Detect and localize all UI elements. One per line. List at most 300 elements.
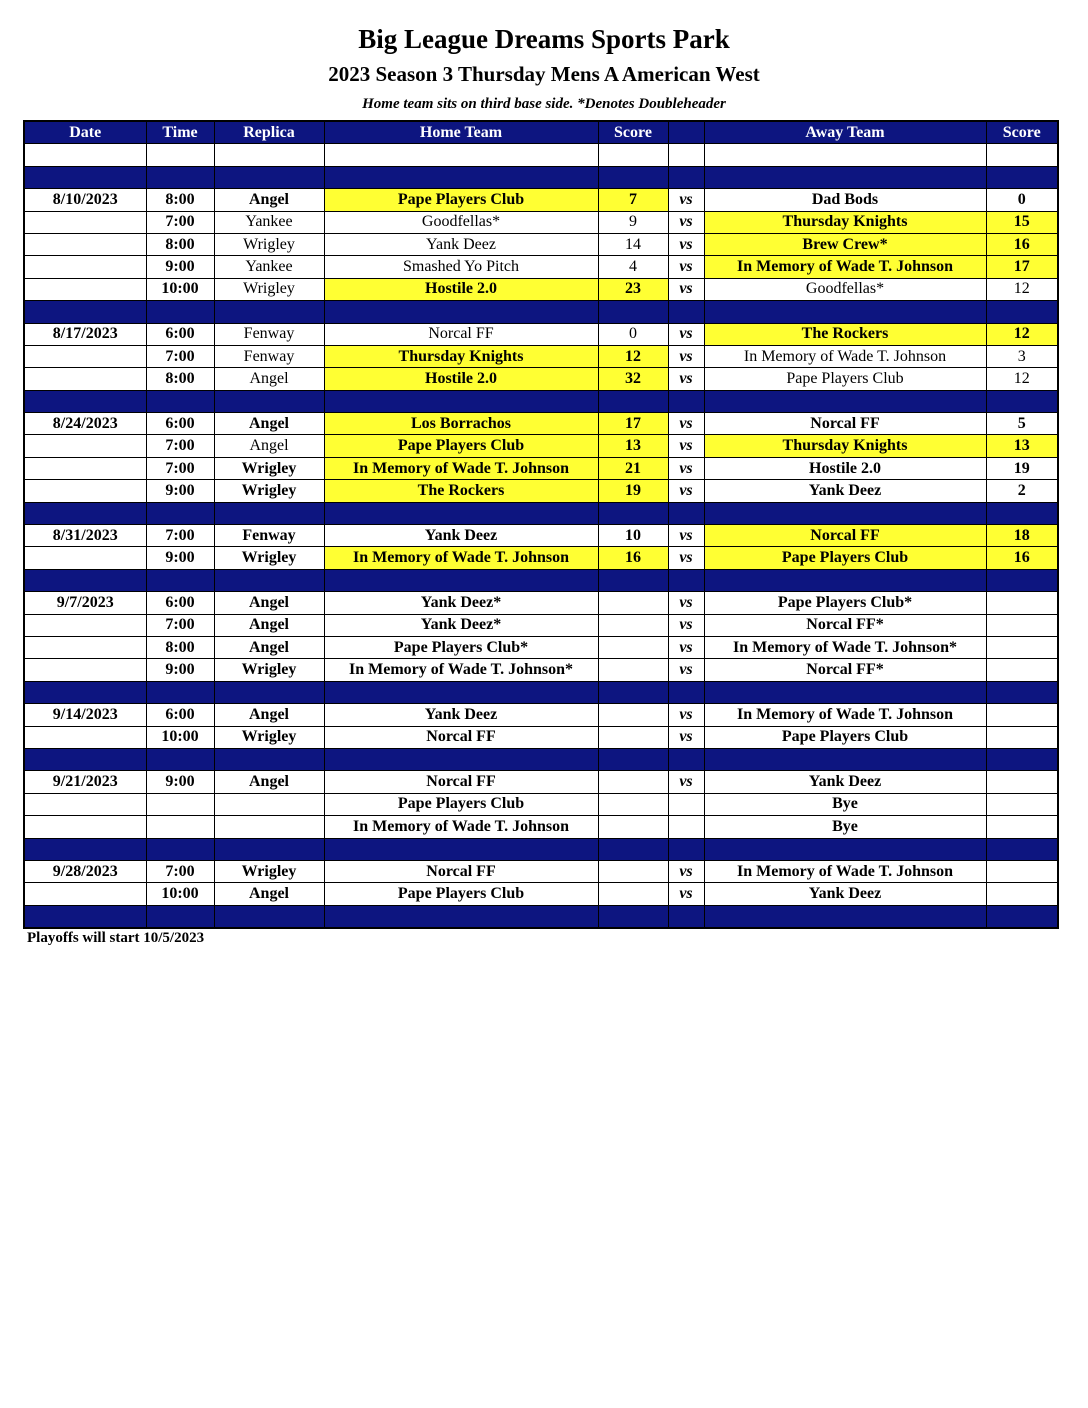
away-team-cell: Brew Crew* bbox=[704, 233, 986, 255]
date-cell bbox=[24, 480, 146, 502]
empty-cell bbox=[24, 905, 146, 928]
col-header-away-team: Away Team bbox=[704, 121, 986, 144]
vs-cell: vs bbox=[668, 883, 704, 905]
date-cell bbox=[24, 233, 146, 255]
empty-cell bbox=[146, 144, 214, 166]
empty-cell bbox=[668, 748, 704, 770]
away-score-cell: 16 bbox=[986, 233, 1058, 255]
replica-cell: Wrigley bbox=[214, 659, 324, 681]
time-cell: 7:00 bbox=[146, 435, 214, 457]
empty-cell bbox=[986, 569, 1058, 591]
empty-cell bbox=[598, 681, 668, 703]
game-row bbox=[24, 614, 1058, 636]
home-team-cell: Yank Deez bbox=[324, 233, 598, 255]
replica-cell: Angel bbox=[214, 189, 324, 211]
away-team-cell: Pape Players Club bbox=[704, 726, 986, 748]
empty-cell bbox=[598, 166, 668, 188]
col-header-replica: Replica bbox=[214, 121, 324, 144]
time-cell: 7:00 bbox=[146, 211, 214, 233]
replica-cell: Angel bbox=[214, 413, 324, 435]
replica-cell: Angel bbox=[214, 614, 324, 636]
empty-cell bbox=[24, 681, 146, 703]
home-score-cell: 0 bbox=[598, 323, 668, 345]
vs-cell: vs bbox=[668, 860, 704, 882]
game-row bbox=[24, 189, 1058, 211]
week-separator-row bbox=[24, 905, 1058, 928]
home-score-cell: 9 bbox=[598, 211, 668, 233]
away-team-cell: Dad Bods bbox=[704, 189, 986, 211]
away-score-cell: 13 bbox=[986, 435, 1058, 457]
away-team-cell: Pape Players Club bbox=[704, 368, 986, 390]
away-team-cell: Norcal FF* bbox=[704, 659, 986, 681]
vs-cell: vs bbox=[668, 704, 704, 726]
date-cell bbox=[24, 547, 146, 569]
home-score-cell bbox=[598, 771, 668, 793]
away-team-cell: The Rockers bbox=[704, 323, 986, 345]
header-row bbox=[24, 121, 1058, 144]
empty-cell bbox=[324, 569, 598, 591]
empty-cell bbox=[24, 144, 146, 166]
col-header-date: Date bbox=[24, 121, 146, 144]
empty-cell bbox=[214, 569, 324, 591]
empty-cell bbox=[704, 838, 986, 860]
game-row bbox=[24, 233, 1058, 255]
away-team-cell: Yank Deez bbox=[704, 883, 986, 905]
home-score-cell bbox=[598, 704, 668, 726]
time-cell: 6:00 bbox=[146, 413, 214, 435]
empty-cell bbox=[704, 905, 986, 928]
empty-cell bbox=[668, 905, 704, 928]
time-cell: 9:00 bbox=[146, 256, 214, 278]
home-team-cell: In Memory of Wade T. Johnson bbox=[324, 547, 598, 569]
home-score-cell: 13 bbox=[598, 435, 668, 457]
home-team-cell: Thursday Knights bbox=[324, 345, 598, 367]
replica-cell: Wrigley bbox=[214, 480, 324, 502]
time-cell: 10:00 bbox=[146, 883, 214, 905]
empty-cell bbox=[598, 748, 668, 770]
away-score-cell: 19 bbox=[986, 457, 1058, 479]
away-score-cell: 15 bbox=[986, 211, 1058, 233]
date-cell bbox=[24, 883, 146, 905]
replica-cell: Wrigley bbox=[214, 547, 324, 569]
time-cell: 7:00 bbox=[146, 525, 214, 547]
away-score-cell bbox=[986, 771, 1058, 793]
home-team-cell: Norcal FF bbox=[324, 726, 598, 748]
home-team-cell: Pape Players Club* bbox=[324, 636, 598, 658]
time-cell: 6:00 bbox=[146, 323, 214, 345]
away-team-cell: In Memory of Wade T. Johnson bbox=[704, 345, 986, 367]
vs-cell: vs bbox=[668, 211, 704, 233]
empty-cell bbox=[146, 838, 214, 860]
away-score-cell bbox=[986, 816, 1058, 838]
time-cell: 8:00 bbox=[146, 189, 214, 211]
home-team-cell: Yank Deez* bbox=[324, 614, 598, 636]
empty-cell bbox=[24, 166, 146, 188]
vs-cell: vs bbox=[668, 636, 704, 658]
away-team-cell: In Memory of Wade T. Johnson bbox=[704, 256, 986, 278]
home-score-cell: 16 bbox=[598, 547, 668, 569]
home-team-cell: Norcal FF bbox=[324, 323, 598, 345]
date-cell: 9/28/2023 bbox=[24, 860, 146, 882]
away-team-cell: In Memory of Wade T. Johnson bbox=[704, 704, 986, 726]
empty-cell bbox=[324, 390, 598, 412]
replica-cell: Angel bbox=[214, 883, 324, 905]
vs-cell: vs bbox=[668, 189, 704, 211]
home-score-cell bbox=[598, 659, 668, 681]
home-score-cell bbox=[598, 793, 668, 815]
vs-cell: vs bbox=[668, 256, 704, 278]
home-score-cell bbox=[598, 636, 668, 658]
game-row bbox=[24, 883, 1058, 905]
empty-cell bbox=[324, 838, 598, 860]
col-header-vs bbox=[668, 121, 704, 144]
home-team-cell: Los Borrachos bbox=[324, 413, 598, 435]
game-row bbox=[24, 793, 1058, 815]
empty-cell bbox=[24, 569, 146, 591]
time-cell: 10:00 bbox=[146, 278, 214, 300]
col-header-time: Time bbox=[146, 121, 214, 144]
empty-cell bbox=[324, 144, 598, 166]
home-team-cell: Goodfellas* bbox=[324, 211, 598, 233]
empty-cell bbox=[986, 905, 1058, 928]
time-cell: 7:00 bbox=[146, 614, 214, 636]
time-cell: 6:00 bbox=[146, 592, 214, 614]
vs-cell: vs bbox=[668, 323, 704, 345]
week-separator-row bbox=[24, 502, 1058, 524]
away-score-cell bbox=[986, 883, 1058, 905]
time-cell bbox=[146, 816, 214, 838]
replica-cell: Wrigley bbox=[214, 457, 324, 479]
time-cell: 7:00 bbox=[146, 860, 214, 882]
empty-cell bbox=[598, 838, 668, 860]
away-score-cell bbox=[986, 860, 1058, 882]
date-cell bbox=[24, 614, 146, 636]
empty-cell bbox=[324, 502, 598, 524]
empty-cell bbox=[214, 502, 324, 524]
empty-cell bbox=[24, 838, 146, 860]
col-header-away-score: Score bbox=[986, 121, 1058, 144]
game-row bbox=[24, 636, 1058, 658]
empty-cell bbox=[146, 502, 214, 524]
empty-cell bbox=[986, 681, 1058, 703]
empty-cell bbox=[24, 748, 146, 770]
vs-cell: vs bbox=[668, 435, 704, 457]
week-separator-row bbox=[24, 301, 1058, 323]
home-score-cell: 17 bbox=[598, 413, 668, 435]
vs-cell bbox=[668, 816, 704, 838]
empty-cell bbox=[146, 681, 214, 703]
replica-cell: Angel bbox=[214, 704, 324, 726]
col-header-home-team: Home Team bbox=[324, 121, 598, 144]
game-row bbox=[24, 704, 1058, 726]
empty-cell bbox=[668, 838, 704, 860]
week-separator-row bbox=[24, 166, 1058, 188]
replica-cell: Fenway bbox=[214, 525, 324, 547]
home-score-cell: 7 bbox=[598, 189, 668, 211]
vs-cell: vs bbox=[668, 771, 704, 793]
date-cell: 9/7/2023 bbox=[24, 592, 146, 614]
replica-cell: Wrigley bbox=[214, 278, 324, 300]
col-header-home-score: Score bbox=[598, 121, 668, 144]
page-subtitle: 2023 Season 3 Thursday Mens A American West bbox=[328, 62, 760, 86]
date-cell: 8/17/2023 bbox=[24, 323, 146, 345]
away-score-cell: 18 bbox=[986, 525, 1058, 547]
away-score-cell bbox=[986, 793, 1058, 815]
empty-cell bbox=[986, 502, 1058, 524]
schedule-table bbox=[23, 120, 1059, 929]
empty-cell bbox=[324, 301, 598, 323]
vs-cell: vs bbox=[668, 457, 704, 479]
empty-cell bbox=[704, 390, 986, 412]
replica-cell: Angel bbox=[214, 368, 324, 390]
home-score-cell bbox=[598, 614, 668, 636]
empty-cell bbox=[704, 502, 986, 524]
vs-cell bbox=[668, 793, 704, 815]
home-team-cell: Pape Players Club bbox=[324, 883, 598, 905]
date-cell: 8/24/2023 bbox=[24, 413, 146, 435]
away-team-cell: In Memory of Wade T. Johnson bbox=[704, 860, 986, 882]
away-team-cell: Thursday Knights bbox=[704, 211, 986, 233]
date-cell bbox=[24, 726, 146, 748]
replica-cell: Angel bbox=[214, 435, 324, 457]
home-score-cell bbox=[598, 860, 668, 882]
away-team-cell: Yank Deez bbox=[704, 480, 986, 502]
game-row bbox=[24, 480, 1058, 502]
away-team-cell: Norcal FF bbox=[704, 525, 986, 547]
time-cell: 9:00 bbox=[146, 771, 214, 793]
playoffs-note: Playoffs will start 10/5/2023 bbox=[27, 930, 205, 946]
date-cell: 8/10/2023 bbox=[24, 189, 146, 211]
empty-cell bbox=[24, 301, 146, 323]
schedule-note: Home team sits on third base side. *Denotes Doubleheader bbox=[362, 96, 726, 112]
empty-cell bbox=[146, 905, 214, 928]
time-cell bbox=[146, 793, 214, 815]
vs-cell: vs bbox=[668, 659, 704, 681]
empty-cell bbox=[668, 144, 704, 166]
home-team-cell: The Rockers bbox=[324, 480, 598, 502]
game-row bbox=[24, 211, 1058, 233]
home-team-cell: Smashed Yo Pitch bbox=[324, 256, 598, 278]
time-cell: 7:00 bbox=[146, 345, 214, 367]
away-score-cell: 12 bbox=[986, 278, 1058, 300]
empty-cell bbox=[24, 390, 146, 412]
empty-cell bbox=[324, 166, 598, 188]
home-score-cell bbox=[598, 592, 668, 614]
time-cell: 6:00 bbox=[146, 704, 214, 726]
vs-cell: vs bbox=[668, 278, 704, 300]
date-cell bbox=[24, 345, 146, 367]
replica-cell: Yankee bbox=[214, 256, 324, 278]
vs-cell: vs bbox=[668, 726, 704, 748]
replica-cell: Wrigley bbox=[214, 726, 324, 748]
game-row bbox=[24, 592, 1058, 614]
empty-cell bbox=[24, 502, 146, 524]
home-team-cell: In Memory of Wade T. Johnson* bbox=[324, 659, 598, 681]
vs-cell: vs bbox=[668, 614, 704, 636]
empty-cell bbox=[146, 748, 214, 770]
date-cell bbox=[24, 636, 146, 658]
replica-cell bbox=[214, 793, 324, 815]
empty-cell bbox=[668, 390, 704, 412]
home-score-cell: 12 bbox=[598, 345, 668, 367]
home-score-cell bbox=[598, 726, 668, 748]
away-score-cell: 5 bbox=[986, 413, 1058, 435]
replica-cell: Fenway bbox=[214, 323, 324, 345]
blank-row bbox=[24, 144, 1058, 166]
empty-cell bbox=[668, 569, 704, 591]
home-team-cell: Pape Players Club bbox=[324, 435, 598, 457]
game-row bbox=[24, 547, 1058, 569]
empty-cell bbox=[986, 838, 1058, 860]
home-team-cell: Yank Deez bbox=[324, 525, 598, 547]
home-team-cell: Hostile 2.0 bbox=[324, 278, 598, 300]
vs-cell: vs bbox=[668, 547, 704, 569]
empty-cell bbox=[598, 502, 668, 524]
replica-cell: Wrigley bbox=[214, 860, 324, 882]
home-score-cell: 10 bbox=[598, 525, 668, 547]
date-cell bbox=[24, 211, 146, 233]
away-score-cell: 17 bbox=[986, 256, 1058, 278]
empty-cell bbox=[704, 569, 986, 591]
empty-cell bbox=[986, 390, 1058, 412]
replica-cell: Angel bbox=[214, 771, 324, 793]
empty-cell bbox=[146, 390, 214, 412]
away-score-cell: 12 bbox=[986, 368, 1058, 390]
empty-cell bbox=[214, 166, 324, 188]
home-score-cell bbox=[598, 816, 668, 838]
game-row bbox=[24, 278, 1058, 300]
empty-cell bbox=[986, 748, 1058, 770]
empty-cell bbox=[986, 166, 1058, 188]
empty-cell bbox=[598, 144, 668, 166]
time-cell: 7:00 bbox=[146, 457, 214, 479]
away-score-cell bbox=[986, 614, 1058, 636]
date-cell bbox=[24, 816, 146, 838]
time-cell: 8:00 bbox=[146, 636, 214, 658]
home-team-cell: Pape Players Club bbox=[324, 793, 598, 815]
game-row bbox=[24, 659, 1058, 681]
game-row bbox=[24, 816, 1058, 838]
empty-cell bbox=[704, 144, 986, 166]
game-row bbox=[24, 345, 1058, 367]
home-team-cell: In Memory of Wade T. Johnson bbox=[324, 816, 598, 838]
empty-cell bbox=[704, 681, 986, 703]
away-team-cell: Yank Deez bbox=[704, 771, 986, 793]
empty-cell bbox=[668, 681, 704, 703]
home-score-cell: 19 bbox=[598, 480, 668, 502]
date-cell: 8/31/2023 bbox=[24, 525, 146, 547]
date-cell bbox=[24, 793, 146, 815]
away-team-cell: Pape Players Club* bbox=[704, 592, 986, 614]
home-score-cell: 32 bbox=[598, 368, 668, 390]
home-score-cell: 21 bbox=[598, 457, 668, 479]
away-score-cell bbox=[986, 726, 1058, 748]
away-team-cell: Bye bbox=[704, 816, 986, 838]
home-team-cell: Norcal FF bbox=[324, 771, 598, 793]
empty-cell bbox=[214, 681, 324, 703]
game-row bbox=[24, 457, 1058, 479]
home-score-cell: 23 bbox=[598, 278, 668, 300]
date-cell: 9/14/2023 bbox=[24, 704, 146, 726]
home-score-cell: 4 bbox=[598, 256, 668, 278]
away-score-cell: 0 bbox=[986, 189, 1058, 211]
game-row bbox=[24, 435, 1058, 457]
empty-cell bbox=[598, 905, 668, 928]
empty-cell bbox=[146, 166, 214, 188]
away-team-cell: Norcal FF bbox=[704, 413, 986, 435]
date-cell bbox=[24, 278, 146, 300]
empty-cell bbox=[598, 301, 668, 323]
empty-cell bbox=[986, 301, 1058, 323]
away-score-cell bbox=[986, 704, 1058, 726]
vs-cell: vs bbox=[668, 368, 704, 390]
date-cell bbox=[24, 435, 146, 457]
date-cell bbox=[24, 659, 146, 681]
empty-cell bbox=[704, 166, 986, 188]
empty-cell bbox=[324, 681, 598, 703]
home-team-cell: Norcal FF bbox=[324, 860, 598, 882]
replica-cell: Fenway bbox=[214, 345, 324, 367]
date-cell bbox=[24, 368, 146, 390]
away-score-cell: 3 bbox=[986, 345, 1058, 367]
game-row bbox=[24, 368, 1058, 390]
game-row bbox=[24, 525, 1058, 547]
empty-cell bbox=[324, 905, 598, 928]
vs-cell: vs bbox=[668, 233, 704, 255]
home-team-cell: Pape Players Club bbox=[324, 189, 598, 211]
away-team-cell: Pape Players Club bbox=[704, 547, 986, 569]
home-score-cell: 14 bbox=[598, 233, 668, 255]
empty-cell bbox=[146, 301, 214, 323]
game-row bbox=[24, 726, 1058, 748]
week-separator-row bbox=[24, 681, 1058, 703]
empty-cell bbox=[324, 748, 598, 770]
replica-cell: Angel bbox=[214, 592, 324, 614]
empty-cell bbox=[668, 166, 704, 188]
game-row bbox=[24, 771, 1058, 793]
date-cell bbox=[24, 256, 146, 278]
vs-cell: vs bbox=[668, 480, 704, 502]
replica-cell bbox=[214, 816, 324, 838]
home-score-cell bbox=[598, 883, 668, 905]
date-cell: 9/21/2023 bbox=[24, 771, 146, 793]
vs-cell: vs bbox=[668, 345, 704, 367]
schedule-body bbox=[24, 144, 1058, 928]
empty-cell bbox=[704, 301, 986, 323]
game-row bbox=[24, 860, 1058, 882]
empty-cell bbox=[704, 748, 986, 770]
away-score-cell: 16 bbox=[986, 547, 1058, 569]
empty-cell bbox=[986, 144, 1058, 166]
home-team-cell: Hostile 2.0 bbox=[324, 368, 598, 390]
empty-cell bbox=[214, 390, 324, 412]
away-team-cell: In Memory of Wade T. Johnson* bbox=[704, 636, 986, 658]
empty-cell bbox=[214, 301, 324, 323]
empty-cell bbox=[214, 144, 324, 166]
empty-cell bbox=[668, 301, 704, 323]
time-cell: 10:00 bbox=[146, 726, 214, 748]
away-score-cell: 2 bbox=[986, 480, 1058, 502]
time-cell: 9:00 bbox=[146, 480, 214, 502]
week-separator-row bbox=[24, 390, 1058, 412]
away-team-cell: Hostile 2.0 bbox=[704, 457, 986, 479]
game-row bbox=[24, 323, 1058, 345]
week-separator-row bbox=[24, 838, 1058, 860]
away-score-cell: 12 bbox=[986, 323, 1058, 345]
vs-cell: vs bbox=[668, 592, 704, 614]
away-team-cell: Norcal FF* bbox=[704, 614, 986, 636]
time-cell: 9:00 bbox=[146, 547, 214, 569]
